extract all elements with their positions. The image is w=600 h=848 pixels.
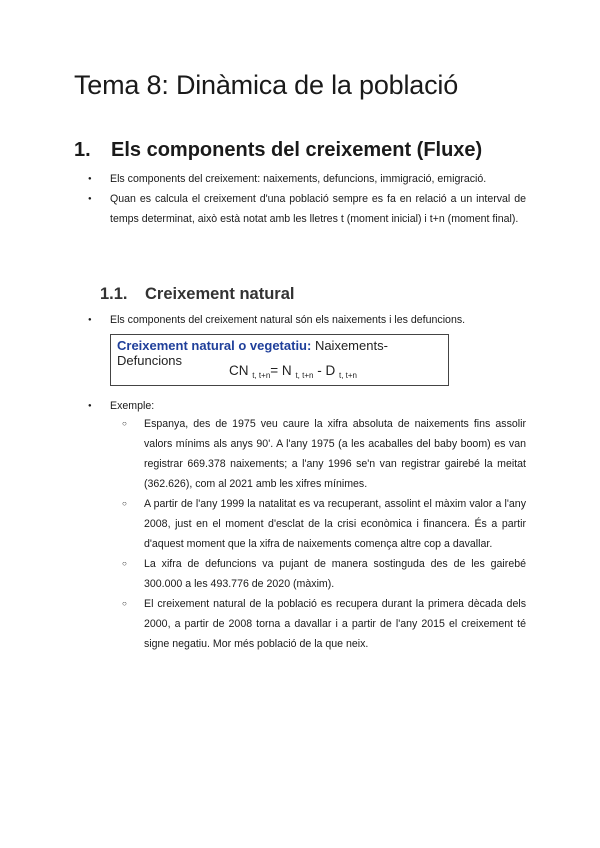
section-1-bullet-list [74, 169, 526, 229]
formula-cn: CN [229, 363, 249, 378]
formula-definition: Naixements-Defuncions [117, 338, 388, 368]
list-item [74, 396, 526, 416]
list-item: ○ La xifra de defuncions va pujant de manera sostinguda des de les gairebé 300.000 a les 493.776 de 2020 (màxim). [108, 554, 526, 594]
example-sublist-wrapper [74, 414, 526, 654]
list-item: ● Quan es calcula el creixement d'una població sempre es fa en relació a un interval de temps determinat, això està notat amb les lletres t (moment inicial) i t+n (moment final). [74, 189, 526, 229]
list-item: ● Els components del creixement: naixements, defuncions, immigració, emigració. [74, 169, 526, 189]
formula-box [110, 334, 449, 386]
formula-cn-subscript: t, t+n [252, 371, 271, 380]
list-item: ○ Espanya, des de 1975 veu caure la xifra absoluta de naixements fins assolir valors mínims als anys 90'. A l'any 1975 (a les acaballes del baby boom) es van registrar 669.378 naixements; a l'any 1996 se'n van registrar gairebé la meitat (362.626), com al 2021 amb les xifres mínimes. [108, 414, 526, 494]
section-1-number: 1. [74, 139, 91, 161]
formula-equation [229, 363, 357, 380]
list-item: ● Els components del creixement natural són els naixements i les defuncions. [74, 310, 526, 330]
section-1-heading [74, 139, 482, 162]
section-1-1-number: 1.1. [100, 285, 128, 303]
example-sublist-container [74, 414, 526, 654]
formula-d: D [325, 363, 336, 378]
formula-equals: = [270, 363, 282, 378]
example-list [74, 396, 526, 416]
formula-minus: - [313, 363, 326, 378]
section-1-title: Els components del creixement (Fluxe) [111, 139, 483, 161]
list-item: ○ A partir de l'any 1999 la natalitat es va recuperant, assolint el màxim valor a l'any 2008, just en el moment d'esclat de la crisi econòmica i financera. És a partir d'aquest moment que la xifra de naixements comença altre cop a davallar. [108, 494, 526, 554]
example-label: Exemple: [110, 400, 155, 412]
formula-n: N [281, 363, 292, 378]
formula-label: Creixement natural o vegetatiu: [117, 338, 312, 353]
list-item: ○ El creixement natural de la població es recupera durant la primera dècada dels 2000, a partir de 2008 torna a davallar i a partir de l'any 2015 el creixement té signe negatiu. Mor més població de la que neix. [108, 594, 526, 654]
section-1-1-title: Creixement natural [145, 285, 295, 303]
example-sublist [74, 414, 526, 654]
page-title: Tema 8: Dinàmica de la població [74, 70, 459, 100]
section-1-1-bullet-list [74, 310, 526, 330]
formula-d-subscript: t, t+n [338, 371, 357, 380]
section-1-1-heading [100, 285, 294, 304]
formula-n-subscript: t, t+n [295, 371, 314, 380]
